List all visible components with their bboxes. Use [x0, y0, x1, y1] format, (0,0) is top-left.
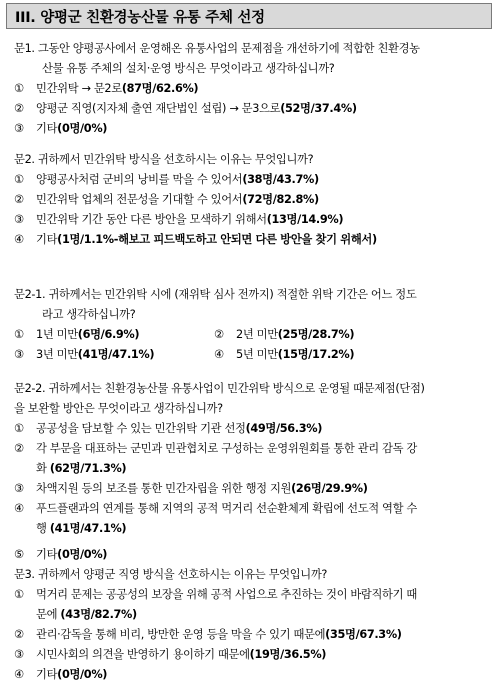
option: ③ 민간위탁 기간 동안 다른 방안을 모색하기 위해서 (13명/14.9%) — [14, 213, 344, 226]
option: ② 2년 미만 (25명/28.7%) — [214, 328, 355, 341]
option: ① 1년 미만 (6명/6.9%) — [14, 328, 140, 341]
question-2-2-prompt: 문2-2. 귀하께서는 친환경농산물 유통사업이 민간위탁 방식으로 운영될 때문제점(단점) — [14, 382, 425, 395]
section-title: III. 양평군 친환경농산물 유통 주체 선정 — [15, 9, 265, 26]
option: ② 민간위탁 업체의 전문성을 기대할 수 있어서 (72명/82.8%) — [14, 193, 319, 206]
section-header — [6, 3, 492, 29]
option: ④ 기타 (1명/1.1%-해보고 피드백도하고 안되면 다른 방안을 찾기 위해서) — [14, 233, 377, 246]
option: ① 민간위탁 → 문2로 (87명/62.6%) — [14, 82, 199, 95]
question-1 — [14, 39, 490, 139]
option: ② 각 부문을 대표하는 군민과 민관협치로 구성하는 운영위원회를 통한 관리 감독 강 — [14, 442, 417, 455]
question-1-prompt-cont: 산물 유통 주체의 설치·운영 방식은 무엇이라고 생각하십니까? — [42, 62, 335, 75]
option-row — [14, 325, 490, 345]
option: ② 관리·감독을 통해 비리, 방만한 운영 등을 막을 수 있기 때문에 (35명/67.3%) — [14, 628, 402, 641]
option: ③ 3년 미만 (41명/47.1%) — [14, 348, 155, 361]
question-2-1 — [14, 285, 490, 365]
question-2-1-prompt: 문2-1. 귀하께서는 민간위탁 시에 (재위탁 심사 전까지) 적절한 위탁 기간은 어느 정도 — [14, 288, 417, 301]
option: ① 먹거리 문제는 공공성의 보장을 위해 공적 사업으로 추진하는 것이 바람직하기 때 — [14, 588, 417, 601]
question-3 — [14, 565, 490, 685]
option: ③ 시민사회의 의견을 반영하기 용이하기 때문에 (19명/36.5%) — [14, 648, 327, 661]
option-cont: 문에 (43명/82.7%) — [36, 608, 137, 621]
question-2-2 — [14, 379, 490, 565]
question-1-prompt: 문1. 그동안 양평공사에서 운영해온 유통사업의 문제점을 개선하기에 적합한 친환경농 — [14, 42, 420, 55]
option-cont: 행 (41명/47.1%) — [36, 522, 127, 535]
option: ① 양평공사처럼 군비의 낭비를 막을 수 있어서 (38명/43.7%) — [14, 173, 319, 186]
option: ① 공공성을 담보할 수 있는 민간위탁 기관 선정 (49명/56.3%) — [14, 422, 323, 435]
option-row — [14, 345, 490, 365]
option: ④ 5년 미만 (15명/17.2%) — [214, 348, 355, 361]
question-2-2-prompt-cont: 을 보완할 방안은 무엇이라고 생각하십니까? — [14, 402, 223, 415]
option: ④ 푸드플랜과의 연계를 통해 지역의 공적 먹거리 선순환체계 확립에 선도적 역할 수 — [14, 502, 417, 515]
option: ③ 차액지원 등의 보조를 통한 민간자립을 위한 행정 지원 (26명/29.9%) — [14, 482, 368, 495]
option: ② 양평군 직영(지자체 출연 재단법인 설립) → 문3으로 (52명/37.4%) — [14, 102, 357, 115]
question-3-prompt: 문3. 귀하께서 양평군 직영 방식을 선호하시는 이유는 무엇입니까? — [14, 568, 328, 581]
option: ④ 기타 (0명/0%) — [14, 668, 108, 681]
question-2-prompt: 문2. 귀하께서 민간위탁 방식을 선호하시는 이유는 무엇입니까? — [14, 153, 314, 166]
question-2 — [14, 150, 490, 250]
question-2-1-prompt-cont: 라고 생각하십니까? — [42, 308, 136, 321]
option-cont: 화 (62명/71.3%) — [36, 462, 127, 475]
option: ③ 기타 (0명/0%) — [14, 122, 108, 135]
option: ⑤ 기타 (0명/0%) — [14, 548, 108, 561]
